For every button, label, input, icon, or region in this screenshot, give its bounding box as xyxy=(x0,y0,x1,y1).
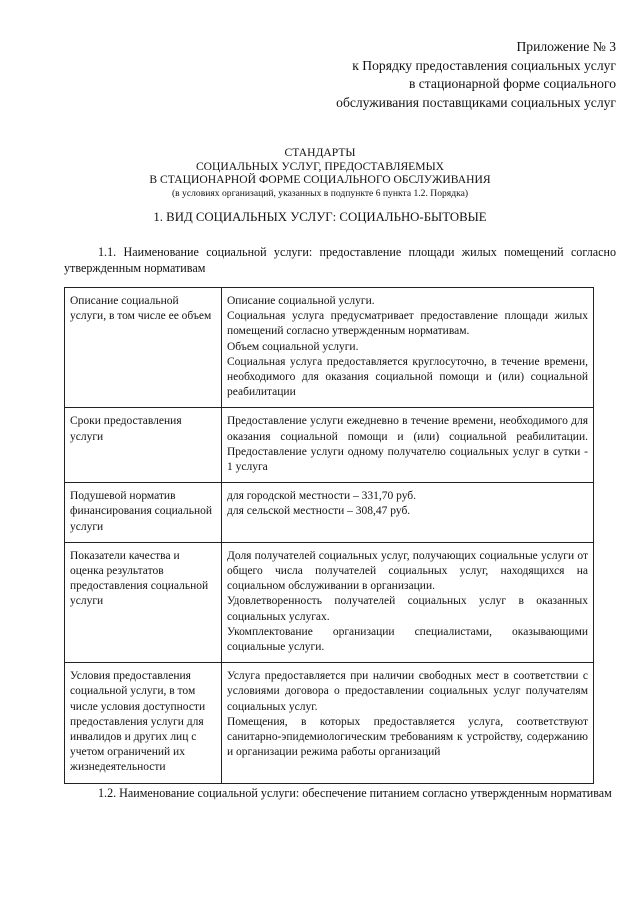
row-content-line: Предоставление услуги ежедневно в течение времени, необходимого для оказания социальной помощи и (или) социальной реабилитации. Предоставление услуги одному получателю социальных услуг в сутки - 1 услуга xyxy=(227,415,588,474)
table-row xyxy=(65,483,594,543)
table-row xyxy=(65,408,594,483)
heading-line-1: СТАНДАРТЫ xyxy=(284,146,356,159)
row-label: Подушевой норматив финансирования социальной услуги xyxy=(65,483,222,543)
heading-line-3: В СТАЦИОНАРНОЙ ФОРМЕ СОЦИАЛЬНОГО ОБСЛУЖИВАНИЯ xyxy=(149,173,491,187)
row-content-line: Доля получателей социальных услуг, получающих социальные услуги от общего числа получателей социальных услуг, находящихся на социальном обслуживании в организации. xyxy=(227,549,588,593)
row-content-line: Удовлетворенность получателей социальных услуг в оказанных социальных услугах. xyxy=(227,595,588,623)
appendix-line: в стационарной форме социального xyxy=(408,76,616,92)
row-content xyxy=(222,663,594,783)
row-content-line: Социальная услуга предоставляется круглосуточно, в течение времени, необходимого для оказания социальной помощи и (или) социальной реабилитации xyxy=(227,355,588,399)
row-content xyxy=(222,288,594,408)
row-content xyxy=(222,408,594,483)
row-content-line: для сельской местности – 308,47 руб. xyxy=(227,505,411,518)
service-standards-table xyxy=(64,287,594,784)
appendix-line: Приложение № 3 xyxy=(516,39,616,54)
appendix-line: к Порядку предоставления социальных услуг xyxy=(352,57,616,73)
paragraph-1-1-text: 1.1. Наименование социальной услуги: предоставление площади жилых помещений согласно утвержденным нормативам xyxy=(64,245,616,275)
standards-heading xyxy=(0,146,640,200)
heading-line-2: СОЦИАЛЬНЫХ УСЛУГ, ПРЕДОСТАВЛЯЕМЫХ xyxy=(195,159,445,173)
row-content-line: Укомплектование организации специалистами, оказывающими социальные услуги. xyxy=(227,625,588,654)
row-label: Показатели качества и оценка результатов предоставления социальной услуги xyxy=(65,542,222,662)
row-content-line: Объем социальной услуги. xyxy=(227,340,359,353)
row-label: Сроки предоставления услуги xyxy=(65,408,222,483)
row-content xyxy=(222,542,594,662)
row-content-line: для городской местности – 331,70 руб. xyxy=(227,490,417,503)
paragraph-1-1 xyxy=(64,245,616,276)
heading-note: (в условиях организаций, указанных в подпункте 6 пункта 1.2. Порядка) xyxy=(171,187,469,199)
paragraph-1-2 xyxy=(64,786,616,802)
appendix-line: обслуживания поставщиками социальных услуг xyxy=(336,94,616,110)
row-content-line: Помещения, в которых предоставляется услуга, соответствуют санитарно-эпидемиологическим требованиям к устройству, содержанию и организации режима работы организаций xyxy=(227,715,588,759)
row-content-line: Услуга предоставляется при наличии свободных мест в соответствии с условиями договора о предоставлении социальных услуг получателям социальных услуг. xyxy=(227,670,588,713)
row-content xyxy=(222,483,594,543)
row-content-line: Описание социальной услуги. xyxy=(227,295,375,307)
appendix-reference xyxy=(256,38,616,112)
table-row xyxy=(65,288,594,408)
row-label: Описание социальной услуги, в том числе ее объем xyxy=(65,288,222,408)
row-content-line: Социальная услуга предусматривает предоставление площади жилых помещений согласно утвержденным нормативам. xyxy=(227,310,588,338)
paragraph-1-2-text: 1.2. Наименование социальной услуги: обеспечение питанием согласно утвержденным нормативам xyxy=(98,786,612,800)
row-label: Условия предоставления социальной услуги, в том числе условия доступности предоставления услуги для инвалидов и других лиц с учетом ограничений их жизнедеятельности xyxy=(65,663,222,783)
table-row xyxy=(65,663,594,783)
table-row xyxy=(65,542,594,662)
section-title: 1. ВИД СОЦИАЛЬНЫХ УСЛУГ: СОЦИАЛЬНО-БЫТОВЫЕ xyxy=(153,210,487,224)
